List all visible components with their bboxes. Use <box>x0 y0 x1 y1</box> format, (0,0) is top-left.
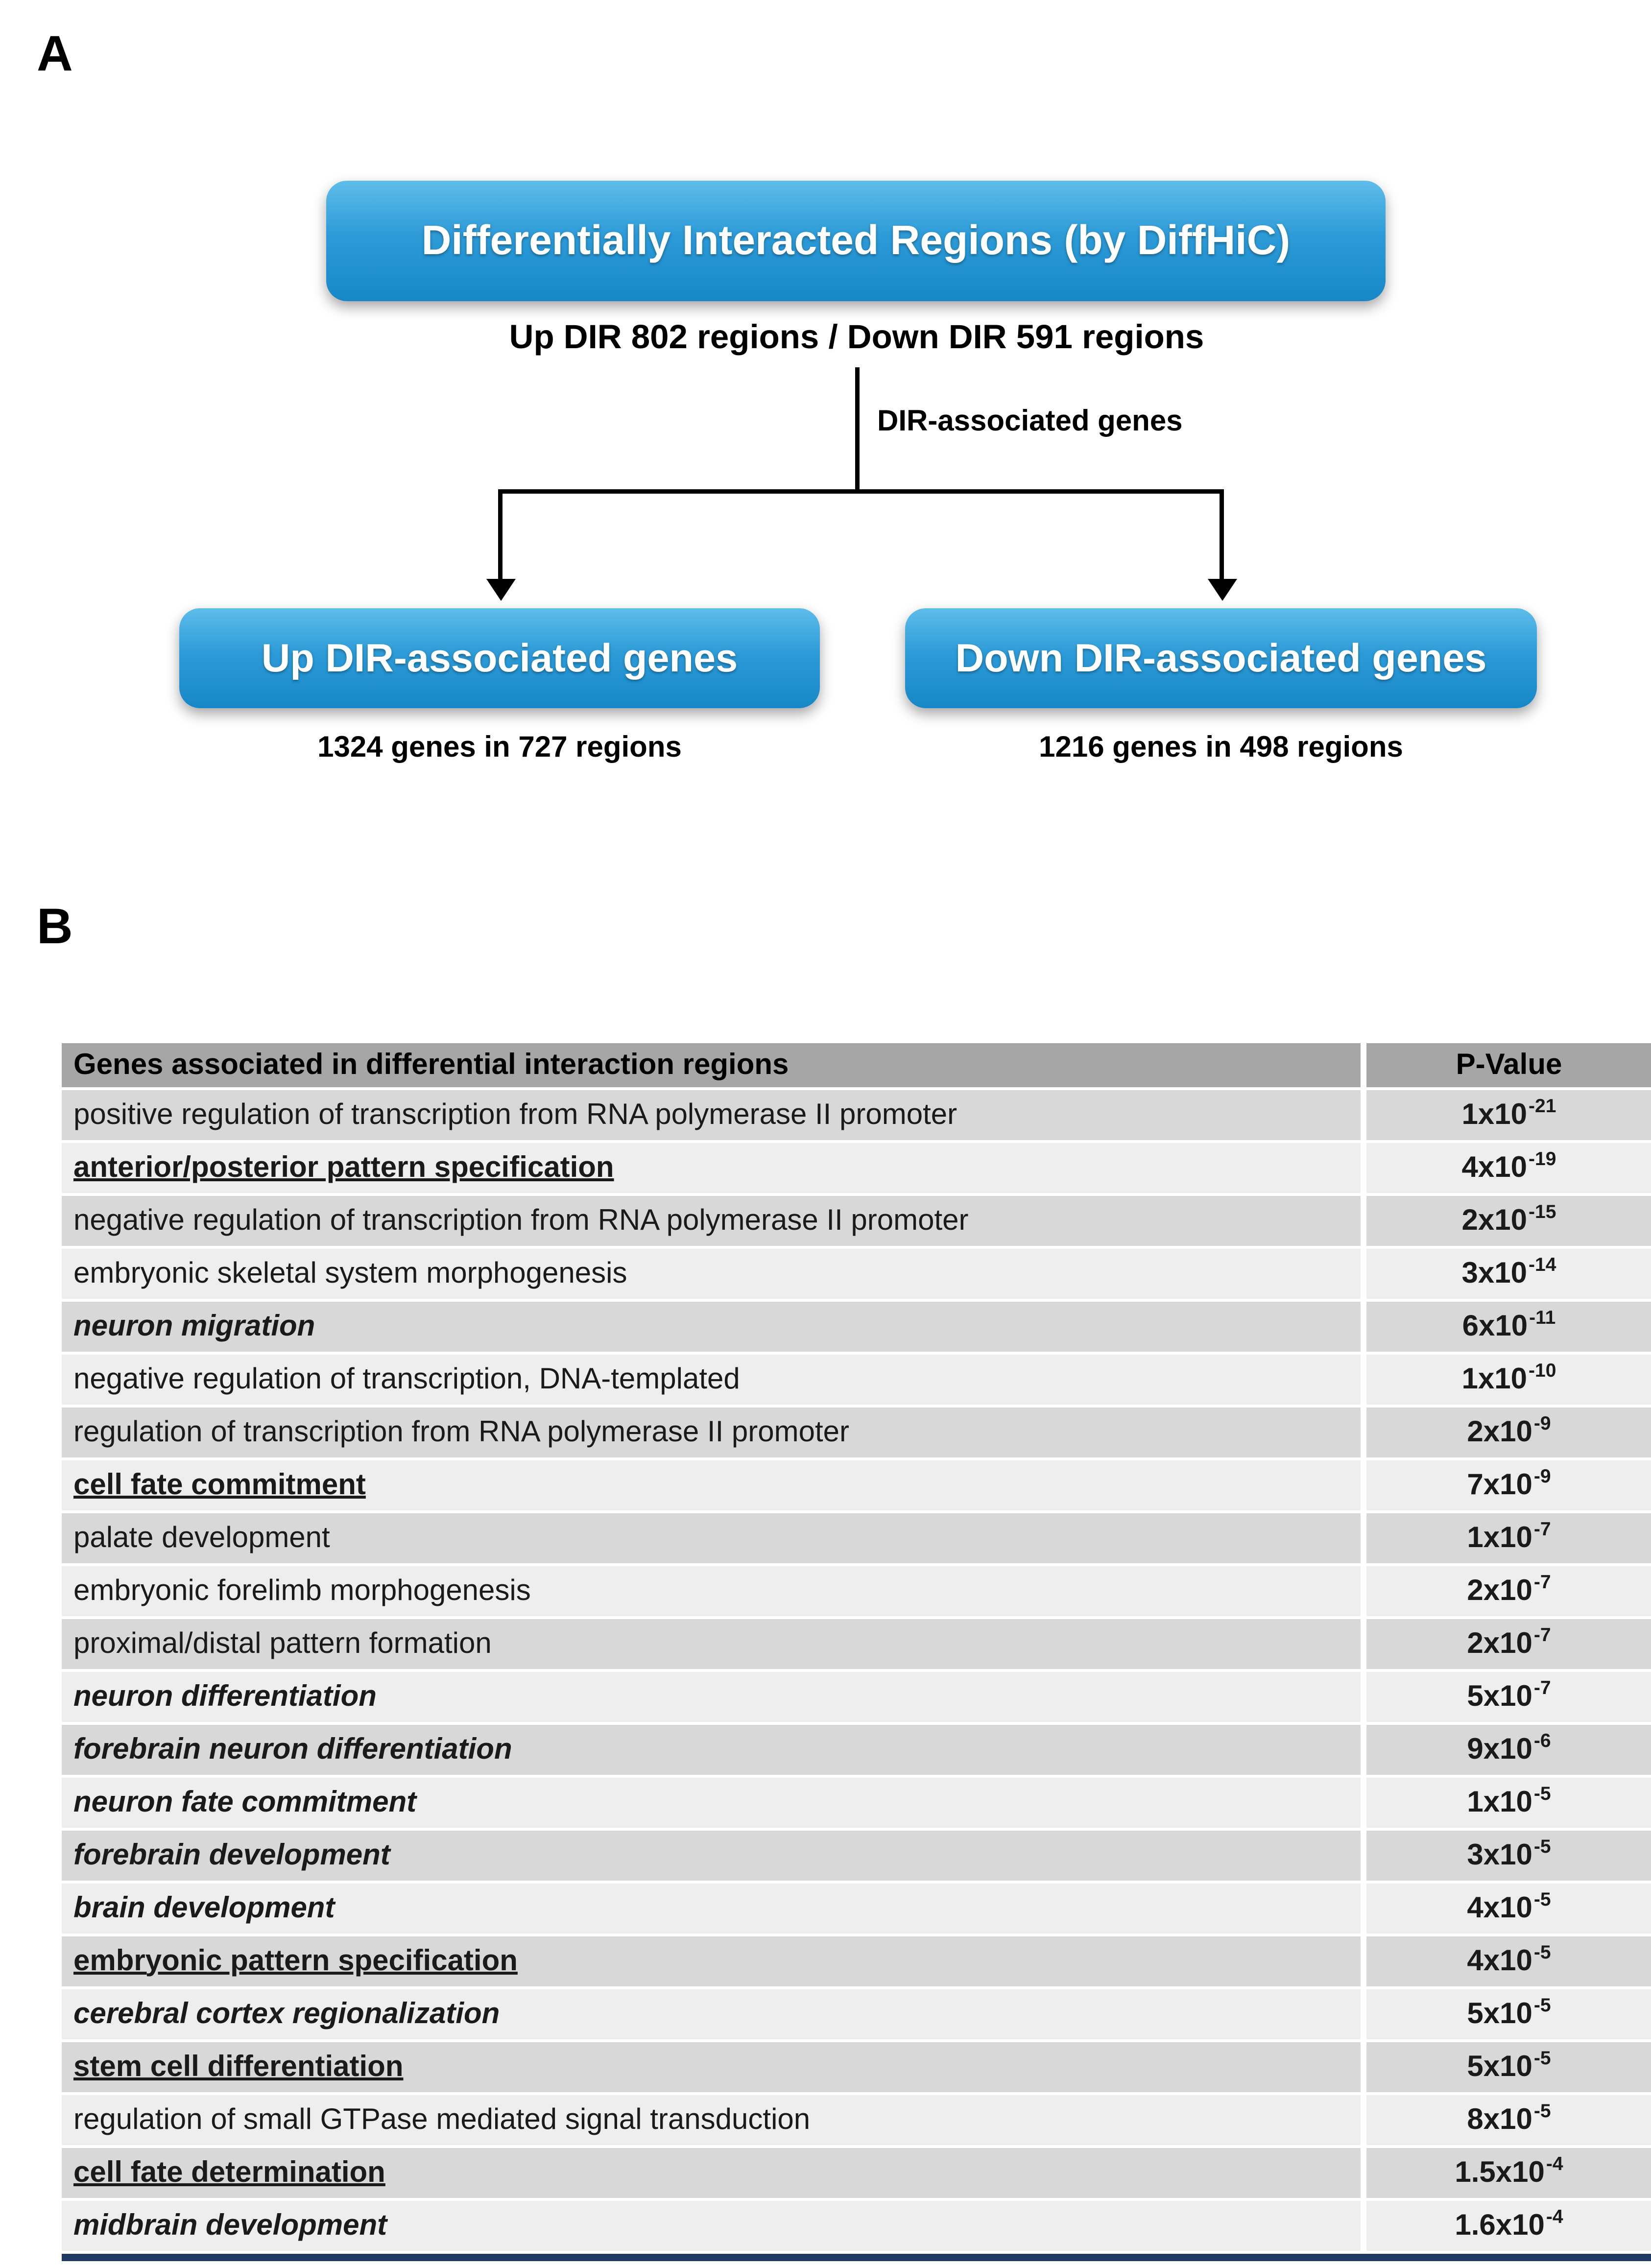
go-term-cell: forebrain development <box>73 1838 390 1871</box>
connector-stem <box>855 367 860 489</box>
go-term-cell: neuron migration <box>73 1310 315 1342</box>
p-value-cell: 1x10 $^{-21}$ <box>1361 1090 1651 1140</box>
table-body <box>62 1090 1651 2254</box>
p-value-cell: 1x10 $^{-7}$ <box>1361 1513 1651 1563</box>
table-row <box>62 1566 1651 1619</box>
go-term-cell: regulation of transcription from RNA polymerase II promoter <box>73 1415 849 1448</box>
flow-node-dir-label: Differentially Interacted Regions (by DiffHiC) <box>421 217 1291 263</box>
panel-a-label: A <box>37 26 73 82</box>
go-term-cell: neuron fate commitment <box>73 1786 417 1818</box>
go-term-cell: cerebral cortex regionalization <box>73 1997 500 2030</box>
connector-left-shaft <box>498 489 502 580</box>
table-row <box>62 1989 1651 2042</box>
p-value-cell: 3x10 $^{-14}$ <box>1361 1249 1651 1299</box>
go-term-cell: cell fate commitment <box>73 1468 366 1501</box>
p-value-cell: 5x10 $^{-7}$ <box>1361 1672 1651 1722</box>
arrow-down-icon <box>1208 579 1237 601</box>
branch-label: DIR-associated genes <box>877 406 1183 438</box>
table-header-pvalue: P-Value <box>1361 1043 1651 1087</box>
go-term-cell: positive regulation of transcription from RNA polymerase II promoter <box>73 1098 957 1131</box>
table-header-term: Genes associated in differential interaction regions <box>73 1048 789 1081</box>
p-value-cell: 8x10 $^{-5}$ <box>1361 2095 1651 2145</box>
go-term-cell: negative regulation of transcription from RNA polymerase II promoter <box>73 1204 969 1237</box>
table-row <box>62 1408 1651 1460</box>
table-row <box>62 2148 1651 2201</box>
p-value-cell: 5x10 $^{-5}$ <box>1361 1989 1651 2039</box>
p-value-cell: 5x10 $^{-5}$ <box>1361 2042 1651 2092</box>
go-term-cell: embryonic forelimb morphogenesis <box>73 1574 531 1607</box>
flow-node-down-dir-genes <box>905 608 1537 708</box>
table-row <box>62 2201 1651 2254</box>
p-value-cell: 1.6x10 $^{-4}$ <box>1361 2201 1651 2251</box>
p-value-cell: 2x10 $^{-7}$ <box>1361 1566 1651 1616</box>
p-value-cell: 3x10 $^{-5}$ <box>1361 1831 1651 1881</box>
go-term-cell: proximal/distal pattern formation <box>73 1627 492 1660</box>
go-term-cell: brain development <box>73 1891 335 1924</box>
p-value-cell: 1x10 $^{-10}$ <box>1361 1355 1651 1405</box>
go-term-cell: stem cell differentiation <box>73 2050 404 2083</box>
p-value-cell: 4x10 $^{-19}$ <box>1361 1143 1651 1193</box>
p-value-cell: 9x10 $^{-6}$ <box>1361 1725 1651 1775</box>
table-row <box>62 1355 1651 1408</box>
connector-horizontal <box>498 489 1224 494</box>
table-row <box>62 1302 1651 1355</box>
go-term-table <box>62 1043 1651 2261</box>
go-term-cell: palate development <box>73 1521 330 1554</box>
table-row <box>62 1936 1651 1989</box>
go-term-cell: cell fate determination <box>73 2156 385 2189</box>
go-term-cell: embryonic pattern specification <box>73 1944 518 1977</box>
p-value-cell: 2x10 $^{-7}$ <box>1361 1619 1651 1669</box>
p-value-cell: 6x10 $^{-11}$ <box>1361 1302 1651 1352</box>
table-row <box>62 1672 1651 1725</box>
flow-node-up-dir-genes <box>179 608 820 708</box>
table-row <box>62 1619 1651 1672</box>
table-row <box>62 1513 1651 1566</box>
arrow-down-icon <box>486 579 516 601</box>
table-header-row <box>62 1043 1651 1090</box>
p-value-cell: 4x10 $^{-5}$ <box>1361 1936 1651 1986</box>
p-value-cell: 7x10 $^{-9}$ <box>1361 1460 1651 1510</box>
table-row <box>62 1778 1651 1831</box>
table-row <box>62 1831 1651 1884</box>
go-term-cell: anterior/posterior pattern specification <box>73 1151 614 1184</box>
flow-node-down-dir-genes-label: Down DIR-associated genes <box>955 635 1487 680</box>
down-dir-gene-count: 1216 genes in 498 regions <box>1039 732 1403 764</box>
go-term-cell: midbrain development <box>73 2209 387 2242</box>
flow-node-up-dir-genes-label: Up DIR-associated genes <box>261 635 738 680</box>
table-row <box>62 2042 1651 2095</box>
table-row <box>62 1884 1651 1936</box>
table-row <box>62 1143 1651 1196</box>
up-dir-gene-count: 1324 genes in 727 regions <box>317 732 682 764</box>
p-value-cell: 4x10 $^{-5}$ <box>1361 1884 1651 1934</box>
p-value-cell: 1x10 $^{-5}$ <box>1361 1778 1651 1828</box>
table-row <box>62 1460 1651 1513</box>
go-term-cell: regulation of small GTPase mediated signal transduction <box>73 2103 811 2136</box>
flow-node-dir <box>326 181 1386 301</box>
table-row <box>62 2095 1651 2148</box>
go-term-cell: neuron differentiation <box>73 1680 377 1713</box>
go-term-cell: embryonic skeletal system morphogenesis <box>73 1257 627 1289</box>
go-term-cell: forebrain neuron differentiation <box>73 1733 512 1766</box>
table-row <box>62 1196 1651 1249</box>
table-row <box>62 1725 1651 1778</box>
table-row <box>62 1090 1651 1143</box>
connector-right-shaft <box>1220 489 1224 580</box>
panel-b-label: B <box>37 899 73 955</box>
p-value-cell: 2x10 $^{-9}$ <box>1361 1408 1651 1457</box>
p-value-cell: 1.5x10 $^{-4}$ <box>1361 2148 1651 2198</box>
table-row <box>62 1249 1651 1302</box>
go-term-cell: negative regulation of transcription, DNA-templated <box>73 1362 740 1395</box>
dir-region-counts: Up DIR 802 regions / Down DIR 591 regions <box>509 317 1204 356</box>
p-value-cell: 2x10 $^{-15}$ <box>1361 1196 1651 1246</box>
